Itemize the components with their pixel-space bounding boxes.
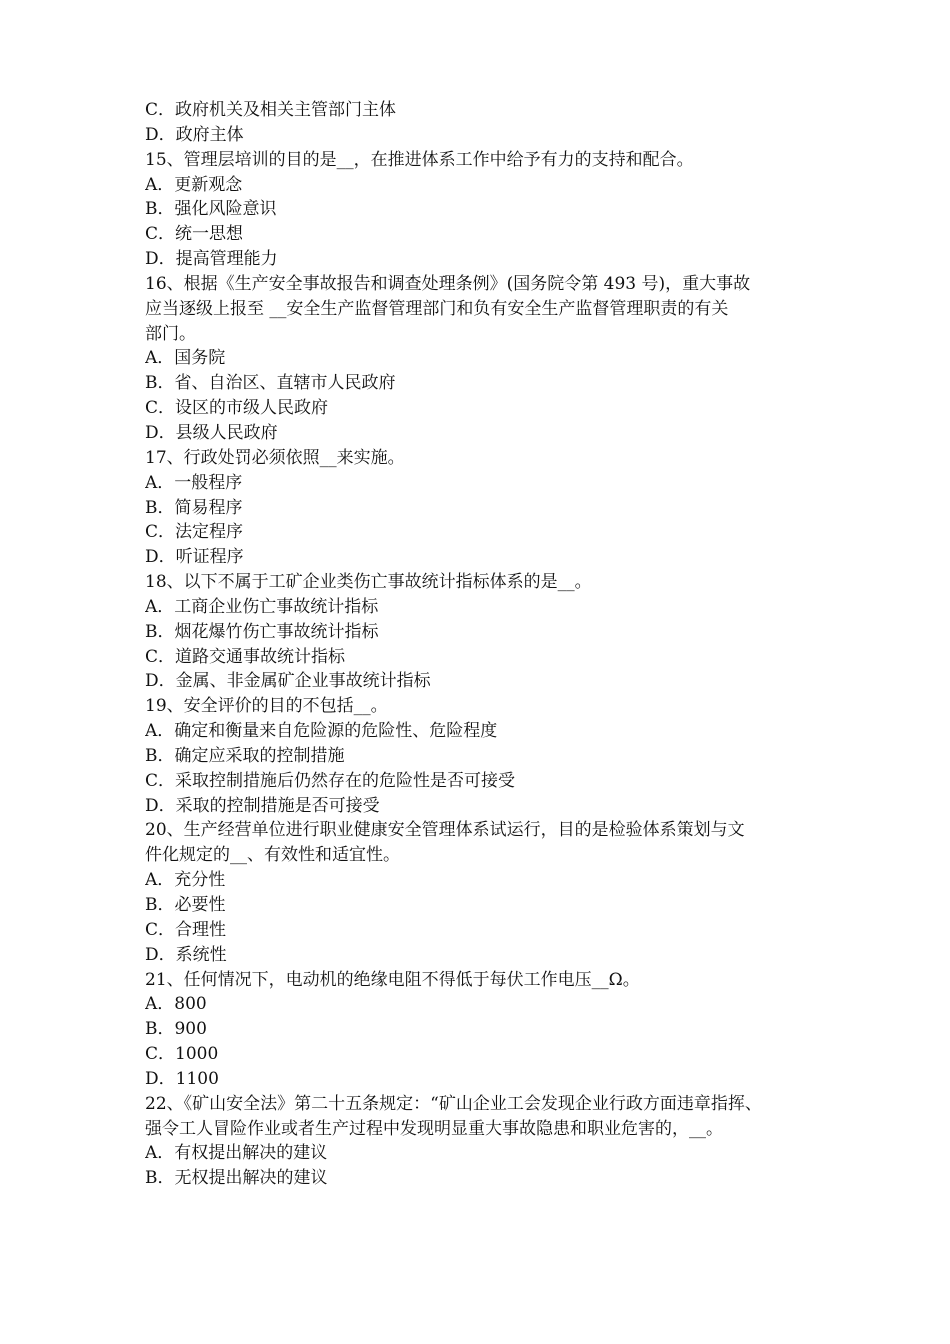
text-line: C．政府机关及相关主管部门主体 bbox=[145, 100, 397, 120]
option-c: C．采取控制措施后仍然存在的危险性是否可接受 bbox=[145, 770, 516, 791]
option-c: C．1000 bbox=[145, 1044, 219, 1065]
question-15: 15、管理层培训的目的是__，在推进体系工作中给予有力的支持和配合。 bbox=[145, 149, 694, 170]
option-c: C．法定程序 bbox=[145, 522, 244, 543]
option-d: D．县级人民政府 bbox=[145, 422, 278, 443]
option-d: D．系统性 bbox=[145, 944, 227, 965]
option-c: C．设区的市级人民政府 bbox=[145, 398, 329, 419]
option-a: A．800 bbox=[145, 994, 207, 1015]
option-d: D．听证程序 bbox=[145, 547, 244, 568]
option-a: A．一般程序 bbox=[145, 472, 243, 493]
option-c: C．道路交通事故统计指标 bbox=[145, 646, 346, 667]
question-21: 21、任何情况下，电动机的绝缘电阻不得低于每伏工作电压__Ω。 bbox=[145, 969, 640, 990]
option-a: A．更新观念 bbox=[145, 174, 243, 195]
option-b: B．必要性 bbox=[145, 895, 226, 915]
question-16-cont: 部门。 bbox=[145, 323, 196, 344]
option-b: B．强化风险意识 bbox=[145, 199, 277, 220]
option-a: A．工商企业伤亡事故统计指标 bbox=[145, 596, 379, 617]
option-d: D．采取的控制措施是否可接受 bbox=[145, 795, 380, 816]
question-16: 16、根据《生产安全事故报告和调查处理条例》(国务院令第 493 号)，重大事故 bbox=[145, 273, 751, 294]
option-b: B．900 bbox=[145, 1019, 207, 1040]
option-a: A．确定和衡量来自危险源的危险性、危险程度 bbox=[145, 721, 498, 742]
option-b: B．烟花爆竹伤亡事故统计指标 bbox=[145, 621, 379, 642]
question-20-cont: 件化规定的__、有效性和适宜性。 bbox=[145, 845, 400, 866]
option-c: C．统一思想 bbox=[145, 224, 244, 245]
option-b: B．简易程序 bbox=[145, 497, 243, 518]
option-b: B．省、自治区、直辖市人民政府 bbox=[145, 373, 396, 394]
option-a: A．有权提出解决的建议 bbox=[145, 1143, 328, 1164]
question-16-cont: 应当逐级上报至 __安全生产监督管理部门和负有安全生产监督管理职责的有关 bbox=[145, 298, 729, 319]
option-a: A．充分性 bbox=[145, 870, 226, 891]
question-22: 22、《矿山安全法》第二十五条规定：“矿山企业工会发现企业行政方面违章指挥、 bbox=[145, 1093, 762, 1114]
question-20: 20、生产经营单位进行职业健康安全管理体系试运行，目的是检验体系策划与文 bbox=[145, 820, 745, 841]
option-a: A．国务院 bbox=[145, 348, 226, 369]
text-line: D．政府主体 bbox=[145, 124, 244, 145]
option-b: B．无权提出解决的建议 bbox=[145, 1168, 328, 1189]
question-19: 19、安全评价的目的不包括__。 bbox=[145, 696, 388, 717]
option-d: D．1100 bbox=[145, 1068, 219, 1089]
option-c: C．合理性 bbox=[145, 919, 227, 940]
question-22-cont: 强令工人冒险作业或者生产过程中发现明显重大事故隐患和职业危害的，__。 bbox=[145, 1118, 723, 1139]
option-d: D．提高管理能力 bbox=[145, 249, 278, 270]
option-d: D．金属、非金属矿企业事故统计指标 bbox=[145, 671, 431, 692]
question-17: 17、行政处罚必须依照__来实施。 bbox=[145, 447, 405, 468]
option-b: B．确定应采取的控制措施 bbox=[145, 745, 345, 766]
document-body bbox=[145, 98, 813, 1191]
question-18: 18、以下不属于工矿企业类伤亡事故统计指标体系的是__。 bbox=[145, 572, 592, 593]
